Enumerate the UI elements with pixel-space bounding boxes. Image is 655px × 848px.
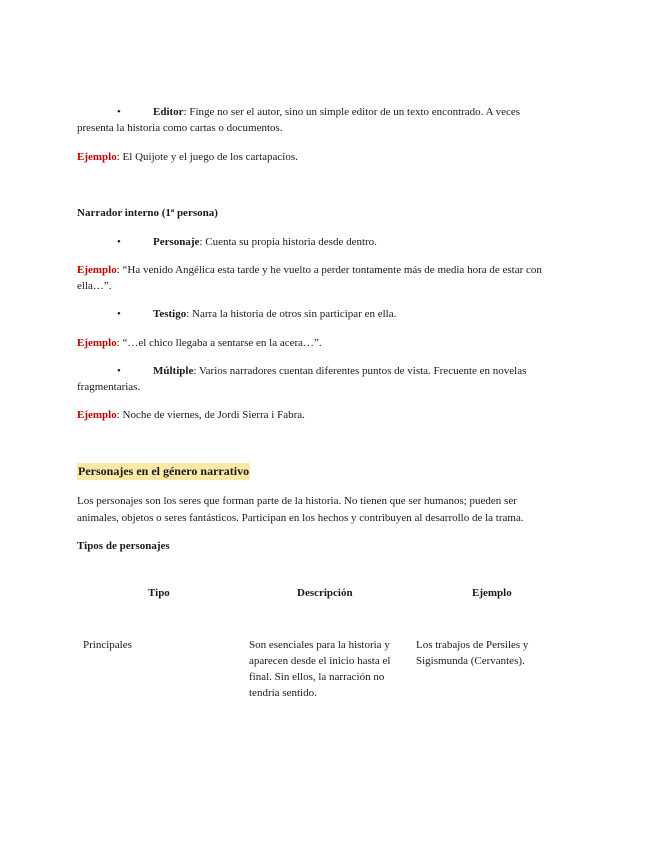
cell-descripcion-line-3: final. Sin ellos, la narración no bbox=[249, 671, 385, 683]
bullet-multiple bbox=[117, 363, 526, 379]
example-multiple bbox=[77, 407, 577, 423]
testigo-definition: : Narra la historia de otros sin participar en ella. bbox=[186, 308, 397, 320]
term-personaje: Personaje bbox=[153, 236, 200, 248]
personaje-definition: : Cuenta su propia historia desde dentro. bbox=[199, 236, 377, 248]
term-testigo: Testigo bbox=[153, 308, 187, 320]
cell-tipo: Principales bbox=[83, 639, 132, 651]
table-header-ejemplo: Ejemplo bbox=[472, 587, 512, 599]
term-editor: Editor bbox=[153, 106, 184, 118]
bullet-personaje bbox=[117, 234, 377, 250]
example-text: : El Quijote y el juego de los cartapacios. bbox=[116, 151, 298, 163]
cell-ejemplo-line-1: Los trabajos de Persiles y bbox=[416, 639, 529, 651]
term-multiple: Múltiple bbox=[153, 365, 194, 377]
personajes-intro-line-2: animales, objetos o seres fantásticos. Participan en los hechos y contribuyen al desarrollo de la trama. bbox=[77, 512, 524, 524]
example-label: Ejemplo bbox=[77, 151, 117, 163]
example-text: : “…el chico llegaba a sentarse en la acera…”. bbox=[116, 337, 322, 349]
bullet-marker: • bbox=[117, 236, 121, 248]
cell-ejemplo-line-2: Sigismunda (Cervantes). bbox=[416, 655, 525, 667]
example-label: Ejemplo bbox=[77, 409, 117, 421]
heading-narrador-interno: Narrador interno (1ª persona) bbox=[77, 207, 218, 219]
cell-descripcion-line-2: aparecen desde el inicio hasta el bbox=[249, 655, 391, 667]
cell-descripcion-line-1: Son esenciales para la historia y bbox=[249, 639, 390, 651]
heading-tipos-personajes: Tipos de personajes bbox=[77, 540, 170, 552]
table-header-tipo: Tipo bbox=[148, 587, 170, 599]
editor-definition: : Finge no ser el autor, sino un simple editor de un texto encontrado. A veces bbox=[183, 106, 521, 118]
example-testigo bbox=[77, 335, 577, 351]
section-title-personajes: Personajes en el género narrativo bbox=[78, 464, 250, 478]
bullet-marker: • bbox=[117, 308, 121, 320]
bullet-testigo bbox=[117, 306, 396, 322]
multiple-definition-continued: fragmentarias. bbox=[77, 381, 141, 393]
multiple-definition: : Varios narradores cuentan diferentes puntos de vista. Frecuente en novelas bbox=[193, 365, 527, 377]
bullet-marker: • bbox=[117, 365, 121, 377]
bullet-marker: • bbox=[117, 106, 121, 118]
example-editor bbox=[77, 149, 577, 165]
example-personaje bbox=[77, 262, 577, 278]
example-text: : Noche de viernes, de Jordi Sierra i Fabra. bbox=[116, 409, 305, 421]
example-text: : “Ha venido Angélica esta tarde y he vuelto a perder tontamente más de media hora de estar con bbox=[116, 264, 542, 276]
cell-descripcion-line-4: tendría sentido. bbox=[249, 687, 317, 699]
personajes-intro-line-1: Los personajes son los seres que forman parte de la historia. No tienen que ser humanos; pueden ser bbox=[77, 495, 517, 507]
editor-definition-continued: presenta la historia como cartas o documentos. bbox=[77, 122, 283, 134]
bullet-editor bbox=[117, 104, 520, 120]
table-header-descripcion: Descripción bbox=[297, 587, 353, 599]
example-label: Ejemplo bbox=[77, 264, 117, 276]
example-label: Ejemplo bbox=[77, 337, 117, 349]
example-personaje-continued: ella…”. bbox=[77, 280, 112, 292]
